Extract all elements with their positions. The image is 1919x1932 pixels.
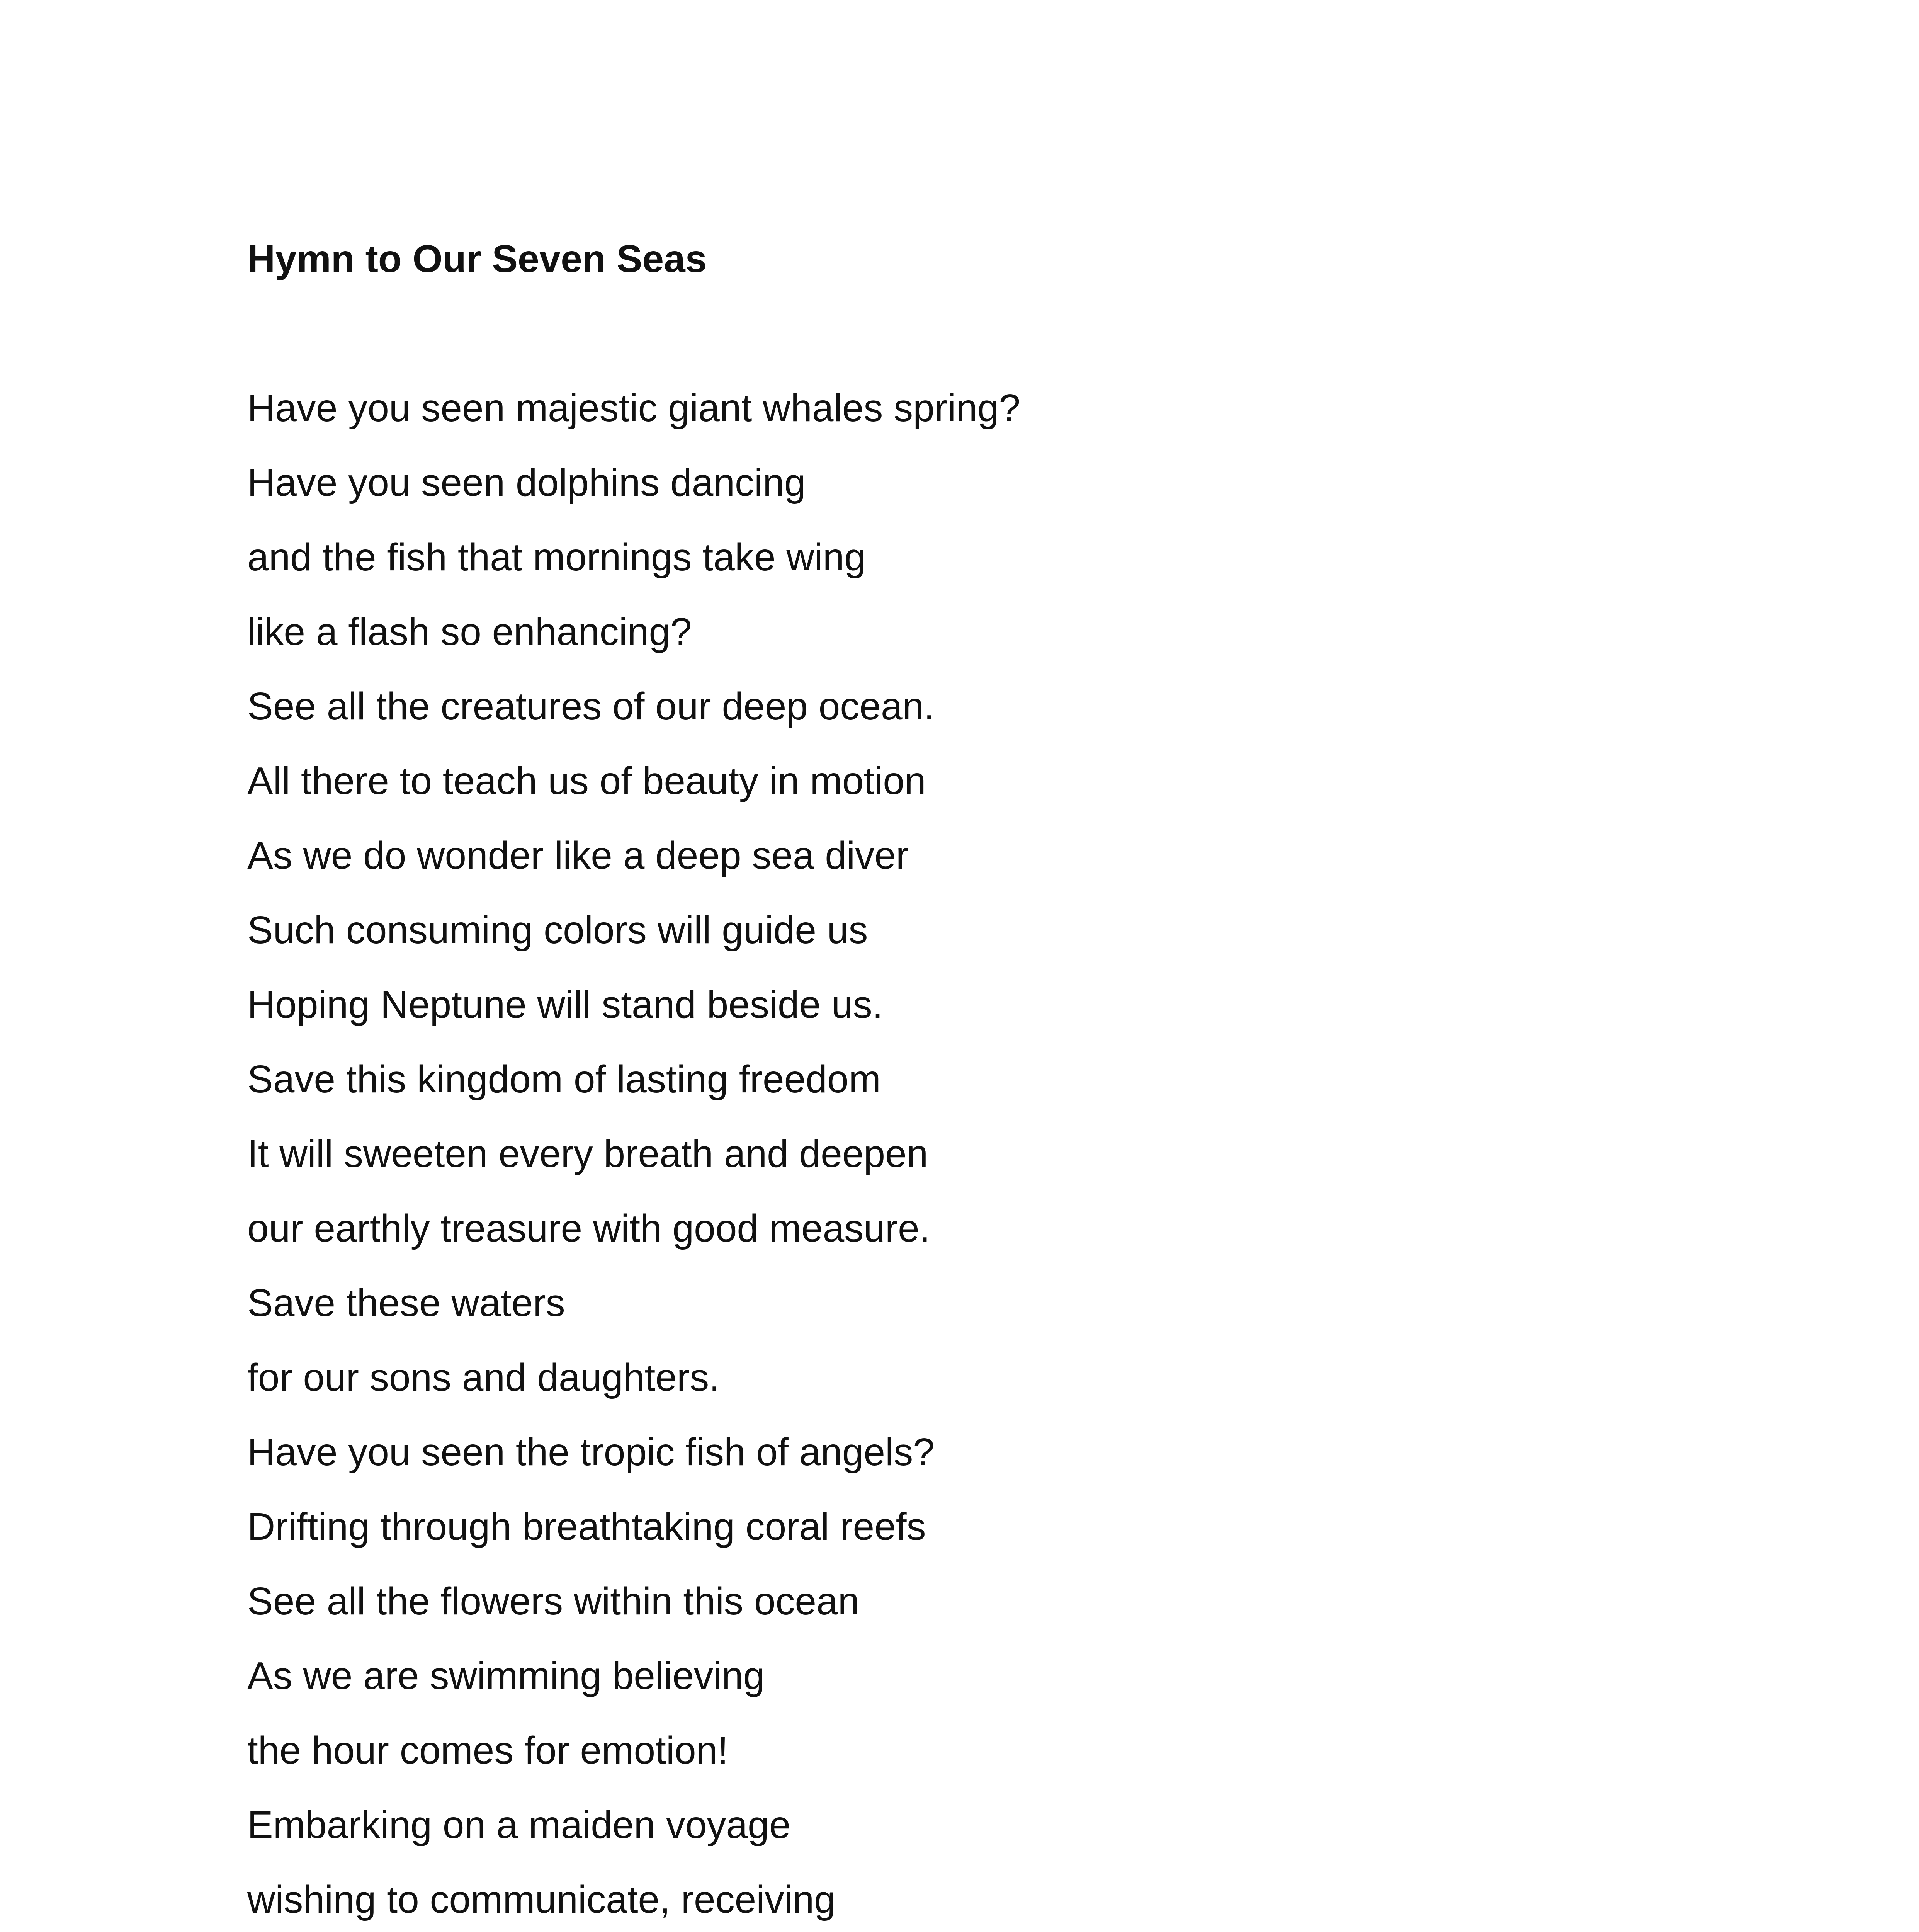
poem-line: Drifting through breathtaking coral reefs — [247, 1505, 926, 1548]
poem-line: Have you seen majestic giant whales spring? — [247, 386, 1021, 430]
poem-title: Hymn to Our Seven Seas — [247, 237, 707, 281]
poem-line: Save these waters — [247, 1281, 565, 1325]
poem-line: See all the flowers within this ocean — [247, 1580, 860, 1623]
poem-line: the hour comes for emotion! — [247, 1729, 729, 1772]
poem-line: for our sons and daughters. — [247, 1356, 720, 1399]
poem-line: All there to teach us of beauty in motion — [247, 759, 926, 803]
poem-line: Save this kingdom of lasting freedom — [247, 1058, 881, 1101]
poem-line: like a flash so enhancing? — [247, 610, 692, 653]
poem-line: Have you seen the tropic fish of angels? — [247, 1430, 935, 1474]
poem-line: wishing to communicate, receiving — [247, 1878, 836, 1921]
poem-line: Such consuming colors will guide us — [247, 908, 868, 952]
poem-body — [247, 371, 1020, 1932]
poem-line: and the fish that mornings take wing — [247, 536, 866, 579]
poem-line: It will sweeten every breath and deepen — [247, 1132, 928, 1175]
poem-line: See all the creatures of our deep ocean. — [247, 685, 935, 728]
poem-line: As we do wonder like a deep sea diver — [247, 834, 909, 877]
poem-line: our earthly treasure with good measure. — [247, 1207, 930, 1250]
poem-line: As we are swimming believing — [247, 1654, 765, 1697]
poem-line: Have you seen dolphins dancing — [247, 461, 806, 504]
poem-line: Hoping Neptune will stand beside us. — [247, 983, 883, 1026]
poem-line: Embarking on a maiden voyage — [247, 1803, 791, 1847]
